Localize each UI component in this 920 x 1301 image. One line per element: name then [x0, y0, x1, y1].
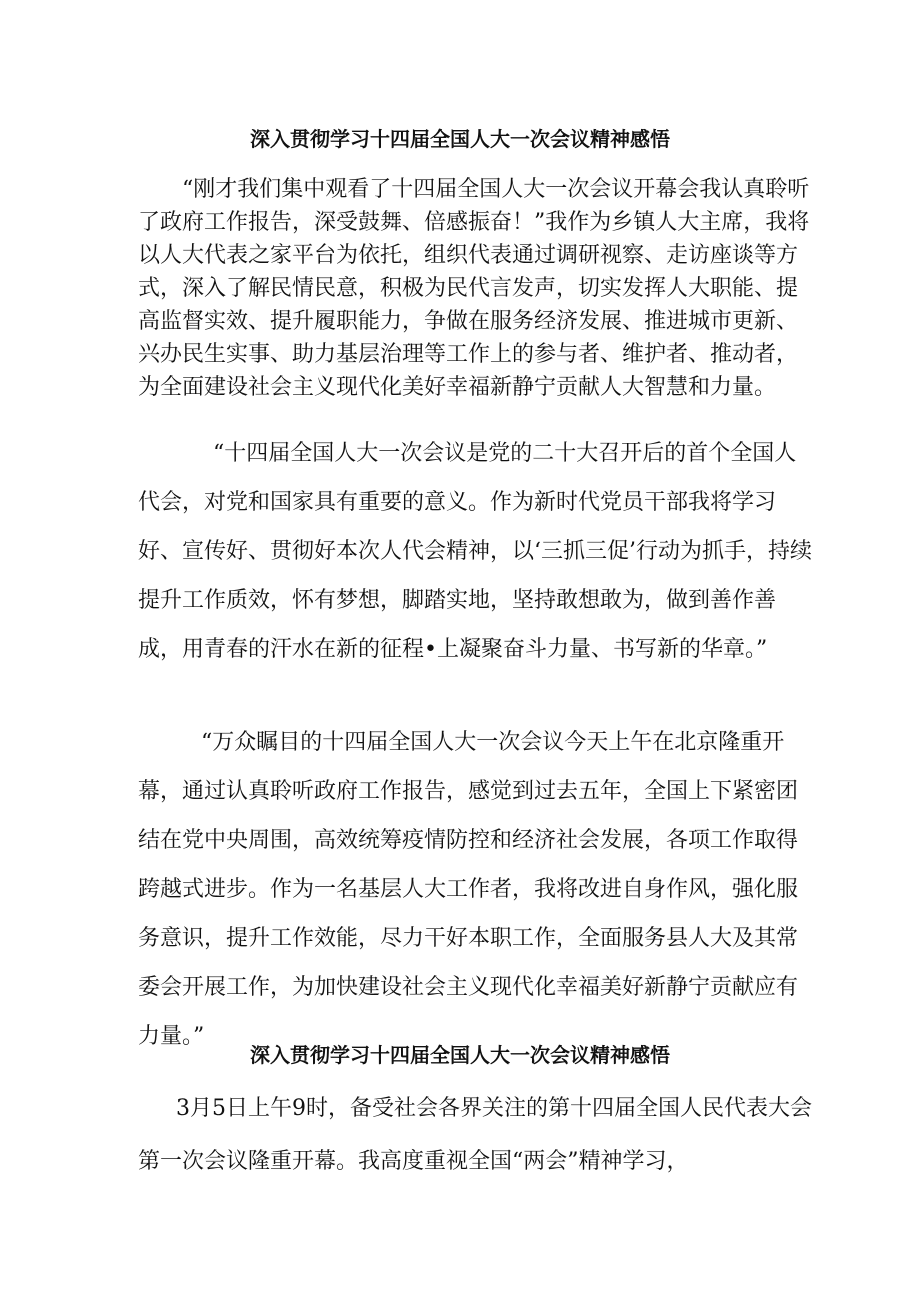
section-title: 深入贯彻学习十四届全国人大一次会议精神感悟: [250, 1043, 670, 1067]
document-title: 深入贯彻学习十四届全国人大一次会议精神感悟: [250, 127, 670, 151]
paragraph-4: 3月5日上午9时，备受社会各界关注的第十四届全国人民代表大会第一次会议隆重开幕。我高度重视全国“两会”精神学习，: [138, 1096, 812, 1174]
paragraph-2: “十四届全国人大一次会议是党的二十大召开后的首个全国人代会，对党和国家具有重要的意义。作为新时代党员干部我将学习好、宣传好、贯彻好本次人代会精神，以‘三抓三促’行动为抓手，持续提升工作质效，怀有梦想，脚踏实地，坚持敢想敢为，做到善作善成，用青春的汗水在新的征程•上凝聚奋斗力量、书写新的华章。”: [138, 441, 812, 662]
paragraph-1: “刚才我们集中观看了十四届全国人大一次会议开幕会我认真聆听了政府工作报告，深受鼓舞、倍感振奋！”我作为乡镇人大主席，我将以人大代表之家平台为依托，组织代表通过调研视察、走访座谈等方式，深入了解民情民意，积极为民代言发声，切实发挥人大职能、提高监督实效、提升履职能力，争做在服务经济发展、推进城市更新、兴办民生实事、助力基层治理等工作上的参与者、维护者、推动者，为全面建设社会主义现代化美好幸福新静宁贡献人大智慧和力量。: [138, 177, 810, 400]
paragraph-3: “万众瞩目的十四届全国人大一次会议今天上午在北京隆重开幕，通过认真聆听政府工作报告，感觉到过去五年，全国上下紧密团结在党中央周围，高效统筹疫情防控和经济社会发展，各项工作取得跨越式进步。作为一名基层人大工作者，我将改进自身作风，强化服务意识，提升工作效能，尽力干好本职工作，全面服务县人大及其常委会开展工作，为加快建设社会主义现代化幸福美好新静宁贡献应有力量。”: [138, 730, 799, 1049]
